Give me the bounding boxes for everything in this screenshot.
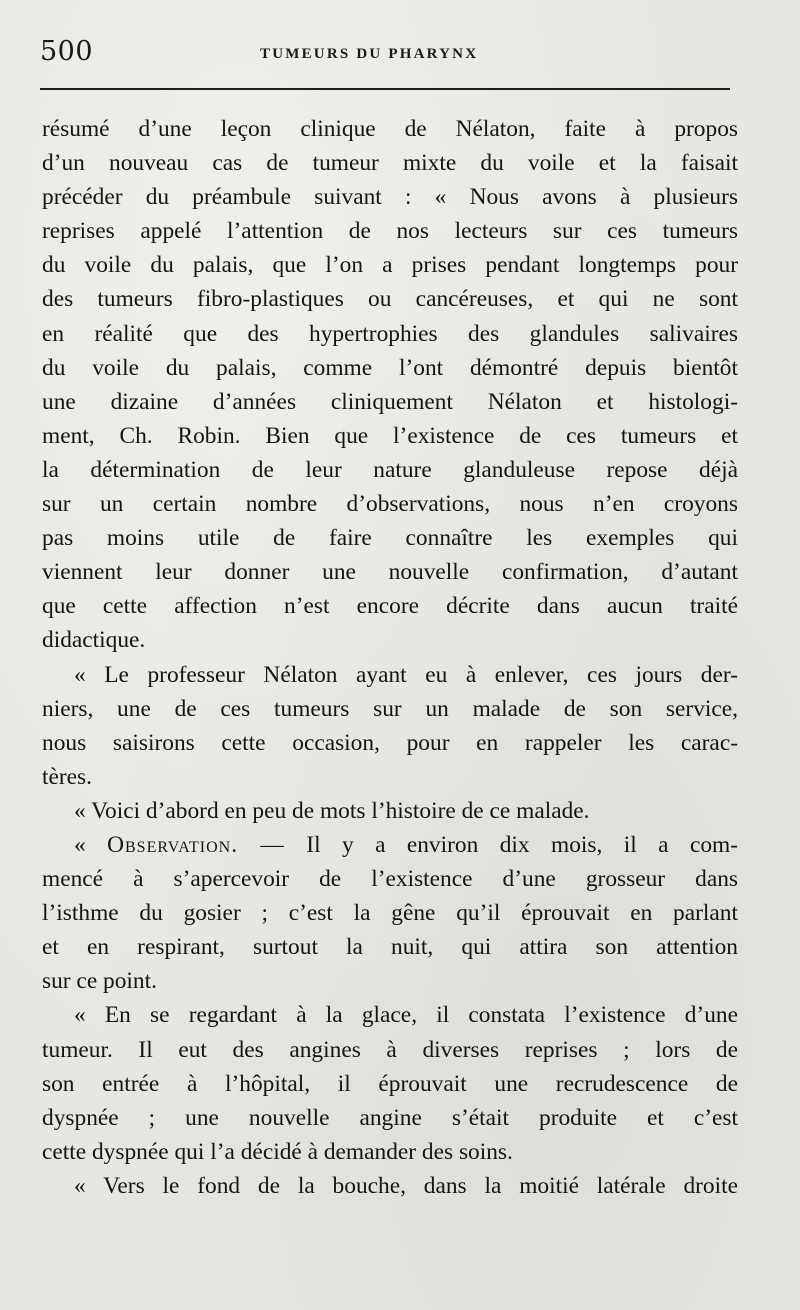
text-line: et en respirant, surtout la nuit, qui attira son attention: [42, 934, 738, 961]
text-line: tères.: [42, 763, 93, 790]
text-line: que cette affection n’est encore décrite dans aucun traité: [42, 593, 738, 620]
text-line: tumeur. Il eut des angines à diverses reprises ; lors de: [42, 1036, 738, 1063]
body-text: [42, 112, 738, 1203]
text-line: en réalité que des hypertrophies des glandules salivaires: [42, 320, 738, 347]
text-line: pas moins utile de faire connaître les exemples qui: [42, 525, 738, 552]
text-line: « Le professeur Nélaton ayant eu à enlever, ces jours der-: [74, 661, 738, 688]
text-line: l’isthme du gosier ; c’est la gêne qu’il éprouvait en parlant: [42, 900, 738, 927]
text-line: son entrée à l’hôpital, il éprouvait une recrudescence de: [42, 1070, 738, 1097]
text-line: sur ce point.: [42, 968, 157, 995]
quote-mark: «: [74, 831, 108, 858]
text-line: « Vers le fond de la bouche, dans la moitié latérale droite: [74, 1172, 738, 1199]
text-line: résumé d’une leçon clinique de Nélaton, faite à propos: [42, 116, 738, 142]
text-line: cette dyspnée qui l’a décidé à demander des soins.: [42, 1138, 513, 1165]
header-rule: [40, 88, 730, 90]
text-line: sur un certain nombre d’observations, nous n’en croyons: [42, 491, 738, 518]
text-line: « Voici d’abord en peu de mots l’histoire de ce malade.: [74, 797, 590, 824]
running-head: TUMEURS DU PHARYNX: [260, 46, 479, 62]
observation-line: [42, 828, 738, 862]
text-line: dyspnée ; une nouvelle angine s’était produite et c’est: [42, 1104, 738, 1131]
page-number: 500: [40, 36, 94, 67]
text-line: didactique.: [42, 627, 146, 654]
text-line: du voile du palais, comme l’ont démontré depuis bientôt: [42, 354, 738, 381]
text-line: des tumeurs fibro-plastiques ou cancéreuses, et qui ne sont: [42, 286, 738, 313]
text-line: « En se regardant à la glace, il constata l’existence d’une: [74, 1002, 738, 1029]
page-header: [40, 36, 730, 76]
text-line: ment, Ch. Robin. Bien que l’existence de ces tumeurs et: [42, 422, 738, 449]
text-line: mencé à s’apercevoir de l’existence d’une grosseur dans: [42, 866, 738, 893]
text-line: la détermination de leur nature glanduleuse repose déjà: [42, 456, 738, 483]
text-line: viennent leur donner une nouvelle confirmation, d’autant: [42, 559, 738, 586]
text-line: une dizaine d’années cliniquement Nélaton et histologi-: [42, 388, 738, 415]
text-line: précéder du préambule suivant : « Nous avons à plusieurs: [42, 184, 738, 211]
text-line: niers, une de ces tumeurs sur un malade de son service,: [42, 695, 738, 722]
observation-label: Observation. —: [107, 831, 285, 858]
text-line: nous saisirons cette occasion, pour en rappeler les carac-: [42, 729, 738, 756]
text-line: reprises appelé l’attention de nos lecteurs sur ces tumeurs: [42, 218, 738, 245]
text-line: du voile du palais, que l’on a prises pendant longtemps pour: [42, 252, 738, 279]
observation-text: Il y a environ dix mois, il a com-: [306, 831, 738, 858]
text-line: d’un nouveau cas de tumeur mixte du voile et la faisait: [42, 150, 738, 177]
